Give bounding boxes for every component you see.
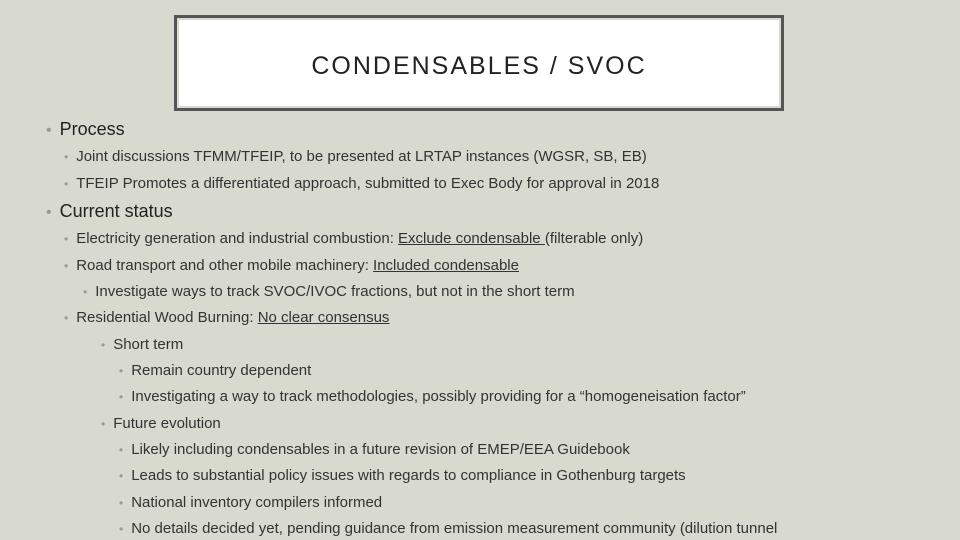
bullet-process-tfeip [64, 175, 659, 192]
bullet-icon: • [119, 496, 124, 510]
bullet-icon: • [64, 311, 69, 325]
bullet-policy-issues [119, 467, 686, 484]
bullet-text: Likely including condensables in a future revision of EMEP/EEA Guidebook [131, 441, 630, 458]
bullet-text: Residential Wood Burning: [76, 309, 258, 326]
bullet-icon: • [119, 364, 124, 378]
bullet-no-details [119, 520, 777, 537]
bullet-text: Short term [113, 336, 184, 353]
bullet-future-evolution [101, 415, 221, 432]
bullet-process-joint [64, 148, 647, 165]
bullet-compilers [119, 494, 382, 511]
bullet-guidebook [119, 441, 630, 458]
bullet-short-term [101, 336, 183, 353]
bullet-investigating [119, 388, 746, 405]
bullet-icon: • [64, 150, 69, 164]
bullet-icon: • [119, 390, 124, 404]
bullet-wood-burning [64, 309, 389, 326]
bullet-icon: • [119, 469, 124, 483]
underlined-text: Exclude condensable [398, 230, 545, 247]
bullet-text: TFEIP Promotes a differentiated approach, submitted to Exec Body for approval in 2018 [76, 175, 660, 192]
bullet-remain-country [119, 362, 311, 379]
title-box [174, 15, 784, 111]
bullet-icon: • [64, 177, 69, 191]
bullet-text: Current status [59, 201, 173, 221]
bullet-text: National inventory compilers informed [131, 494, 383, 511]
bullet-road-svoc [83, 283, 575, 300]
bullet-icon: • [101, 338, 106, 352]
bullet-icon: • [46, 204, 52, 221]
bullet-icon: • [64, 259, 69, 273]
bullet-current-status [46, 201, 173, 222]
bullet-text: Road transport and other mobile machinery: [76, 257, 374, 274]
bullet-text: No details decided yet, pending guidance from emission measurement community (dilution tunnel [131, 520, 778, 537]
bullet-text: Process [59, 119, 125, 139]
bullet-icon: • [64, 232, 69, 246]
bullet-text: Investigating a way to track methodologies, possibly providing for a “homogeneisation factor” [131, 388, 746, 405]
bullet-icon: • [101, 417, 106, 431]
bullet-text-suffix: (filterable only) [544, 230, 644, 247]
underlined-text: Included condensable [373, 257, 519, 274]
bullet-text: Joint discussions TFMM/TFEIP, to be presented at LRTAP instances (WGSR, SB, EB) [76, 148, 647, 165]
bullet-icon: • [46, 122, 52, 139]
bullet-electricity [64, 230, 643, 247]
bullet-text: Electricity generation and industrial combustion: [76, 230, 399, 247]
bullet-process [46, 119, 125, 140]
bullet-text: Remain country dependent [131, 362, 312, 379]
underlined-text: No clear consensus [257, 309, 390, 326]
bullet-icon: • [119, 522, 124, 536]
bullet-icon: • [83, 285, 88, 299]
bullet-text: Future evolution [113, 415, 221, 432]
bullet-road-transport [64, 257, 519, 274]
bullet-text: Leads to substantial policy issues with regards to compliance in Gothenburg targets [131, 467, 686, 484]
bullet-text: Investigate ways to track SVOC/IVOC fractions, but not in the short term [95, 283, 575, 300]
slide-title: CONDENSABLES / SVOC [311, 52, 647, 80]
bullet-icon: • [119, 443, 124, 457]
